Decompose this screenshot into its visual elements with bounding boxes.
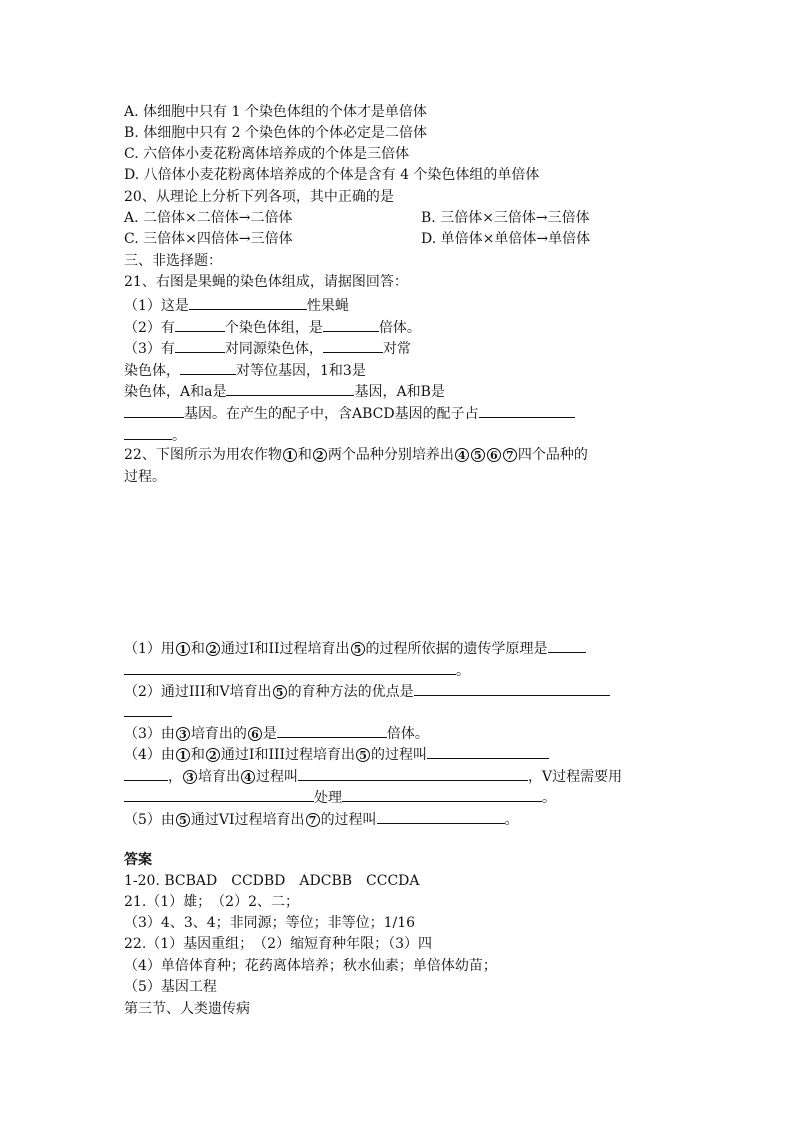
q22-text: 培育出的 (190, 726, 247, 742)
q22-part5 (124, 809, 519, 829)
circled-number: 1 (176, 642, 190, 656)
answer-blank (175, 338, 225, 353)
answer-blank (479, 403, 575, 418)
q21-part2 (124, 317, 421, 337)
answer-blank (226, 381, 354, 396)
q22-text: 过程叫 (256, 769, 298, 785)
section-title: 第三节、人类遗传病 (124, 1001, 250, 1017)
q22-text: （5）由 (124, 812, 175, 828)
q21-part3-text: 对常 (382, 341, 411, 357)
circled-number: 3 (183, 770, 197, 784)
q22-text: （4）由 (124, 747, 175, 763)
circled-number: 6 (487, 448, 501, 462)
answer-blank (124, 660, 456, 675)
q22-text: （1）用 (124, 641, 175, 657)
q20-option-c: C. 三倍体×四倍体→三倍体 (124, 231, 293, 247)
answers-heading: 答案 (124, 852, 152, 868)
q22-text: ， (168, 769, 182, 785)
q22-text: （2）通过III和V培育出 (124, 684, 272, 700)
q22-text: 是 (262, 726, 277, 742)
answer-blank (124, 403, 184, 418)
q22-text: 培育出 (198, 769, 240, 785)
q22-part4-cont1 (124, 766, 622, 786)
q22-text: 和 (190, 641, 205, 657)
answer-blank (124, 702, 172, 717)
q22-text: ，V过程需要用 (528, 769, 623, 785)
answer-blank (323, 338, 383, 353)
circled-number: 2 (206, 748, 220, 762)
q21-part2-text: 倍体。 (378, 320, 421, 336)
q21-text: 染色体， (124, 363, 180, 379)
circled-number: 3 (176, 727, 190, 741)
q21-part2-text: 个染色体组，是 (224, 320, 323, 336)
q22-part2-cont (124, 702, 172, 722)
q21-part1 (124, 295, 349, 315)
answer-blank (124, 787, 314, 802)
q21-part3-cont3 (124, 403, 575, 423)
q22-text: 通过VI过程培育出 (190, 812, 305, 828)
circled-number: 2 (313, 448, 327, 462)
q21-part3 (124, 338, 411, 358)
q20-option-b: B. 三倍体×三倍体→三倍体 (421, 210, 590, 226)
q22-text: （3）由 (124, 726, 175, 742)
answer-blank (298, 766, 528, 781)
circled-number: 5 (471, 448, 485, 462)
answers-line-4: 22.（1）基因重组； （2）缩短育种年限；（3）四 (124, 936, 432, 952)
q21-part3-cont4 (124, 425, 186, 445)
q19-option-d: D. 八倍体小麦花粉离体培养成的个体是含有 4 个染色体组的单倍体 (124, 167, 540, 183)
q22-part4-cont2 (124, 787, 556, 807)
answer-blank (180, 360, 236, 375)
answers-line-1: 1-20. BCBAD CCDBD ADCBB CCCDA (124, 873, 420, 889)
q22-part1 (124, 638, 586, 658)
q19-option-c: C. 六倍体小麦花粉离体培养成的个体是三倍体 (124, 146, 410, 162)
circled-number: 5 (356, 748, 370, 762)
answer-blank (414, 681, 610, 696)
q22-text: 的育种方法的优点是 (287, 684, 414, 700)
circled-number: 5 (351, 642, 365, 656)
q22-text: 的过程所依据的遗传学原理是 (365, 641, 548, 657)
q22-text: 。 (456, 663, 470, 679)
q21-part1-text: （1）这是 (124, 298, 189, 314)
q21-stem: 21、右图是果蝇的染色体组成，请据图回答： (124, 274, 408, 290)
answers-line-2: 21.（1）雄； （2）2、二； (124, 894, 299, 910)
q22-part3 (124, 723, 429, 743)
q22-stem (124, 446, 588, 464)
q22-text: 22、下图所示为用农作物 (124, 447, 282, 463)
q22-text: 四个品种的 (517, 447, 588, 463)
q21-part1-text: 性果蝇 (306, 298, 349, 314)
q20-stem: 20、从理论上分析下列各项，其中正确的是 (124, 189, 394, 205)
q22-text: 的过程叫 (320, 812, 377, 828)
answer-blank (124, 425, 172, 440)
q21-part3-cont2 (124, 381, 445, 401)
circled-number: 1 (283, 448, 297, 462)
answers-line-5: （4）单倍体育种；花药离体培养；秋水仙素；单倍体幼苗； (124, 958, 497, 974)
circled-number: 2 (206, 642, 220, 656)
q22-text: 。 (504, 812, 519, 828)
q22-part2 (124, 681, 610, 701)
circled-number: 6 (248, 727, 262, 741)
q22-text: 通过I和II过程培育出 (220, 641, 350, 657)
answer-blank (377, 809, 505, 824)
q20-option-a: A. 二倍体×二倍体→二倍体 (124, 210, 293, 226)
answer-blank (342, 787, 542, 802)
circled-number: 5 (176, 813, 190, 827)
answer-blank (175, 317, 225, 332)
q22-stem-cont: 过程。 (124, 469, 166, 485)
q21-text: 基因。在产生的配子中，含ABCD基因的配子占 (184, 406, 479, 422)
answers-line-3: （3）4、3、4；非同源；等位；非等位；1/16 (124, 915, 416, 931)
answers-line-6: （5）基因工程 (124, 979, 217, 995)
q22-part1-cont (124, 660, 470, 680)
answer-blank (124, 766, 168, 781)
q22-text: 两个品种分别培养出 (327, 447, 454, 463)
q22-text: 。 (542, 790, 556, 806)
circled-number: 1 (176, 748, 190, 762)
answer-blank (548, 638, 586, 653)
section-heading: 三、非选择题： (124, 253, 222, 269)
q19-option-b: B. 体细胞中只有 2 个染色体的个体必定是二倍体 (124, 125, 427, 141)
q21-text: 染色体，A和a是 (124, 384, 227, 400)
q21-text: 基因，A和B是 (354, 384, 445, 400)
circled-number: 4 (455, 448, 469, 462)
q22-part4 (124, 744, 549, 764)
q21-text: 对等位基因，1和3是 (236, 363, 366, 379)
q22-text: 和 (297, 447, 312, 463)
q19-option-a: A. 体细胞中只有 1 个染色体组的个体才是单倍体 (124, 104, 427, 120)
answer-blank (427, 744, 549, 759)
q21-part3-text: （3）有 (124, 341, 175, 357)
q21-part2-text: （2）有 (124, 320, 175, 336)
q21-part3-text: 对同源染色体， (224, 341, 323, 357)
q21-text: 。 (172, 428, 186, 444)
circled-number: 4 (241, 770, 255, 784)
q21-part3-cont1 (124, 360, 366, 380)
answer-blank (323, 317, 379, 332)
answer-blank (189, 295, 307, 310)
q22-text: 倍体。 (386, 726, 429, 742)
q22-text: 的过程叫 (371, 747, 428, 763)
q22-text: 和 (190, 747, 205, 763)
circled-number: 7 (503, 448, 517, 462)
circled-number: 7 (306, 813, 320, 827)
circled-number: 5 (273, 685, 287, 699)
q22-text: 处理 (314, 790, 342, 806)
q20-option-d: D. 单倍体×单倍体→单倍体 (421, 231, 591, 247)
answer-blank (277, 723, 387, 738)
q22-text: 通过I和III过程培育出 (220, 747, 356, 763)
